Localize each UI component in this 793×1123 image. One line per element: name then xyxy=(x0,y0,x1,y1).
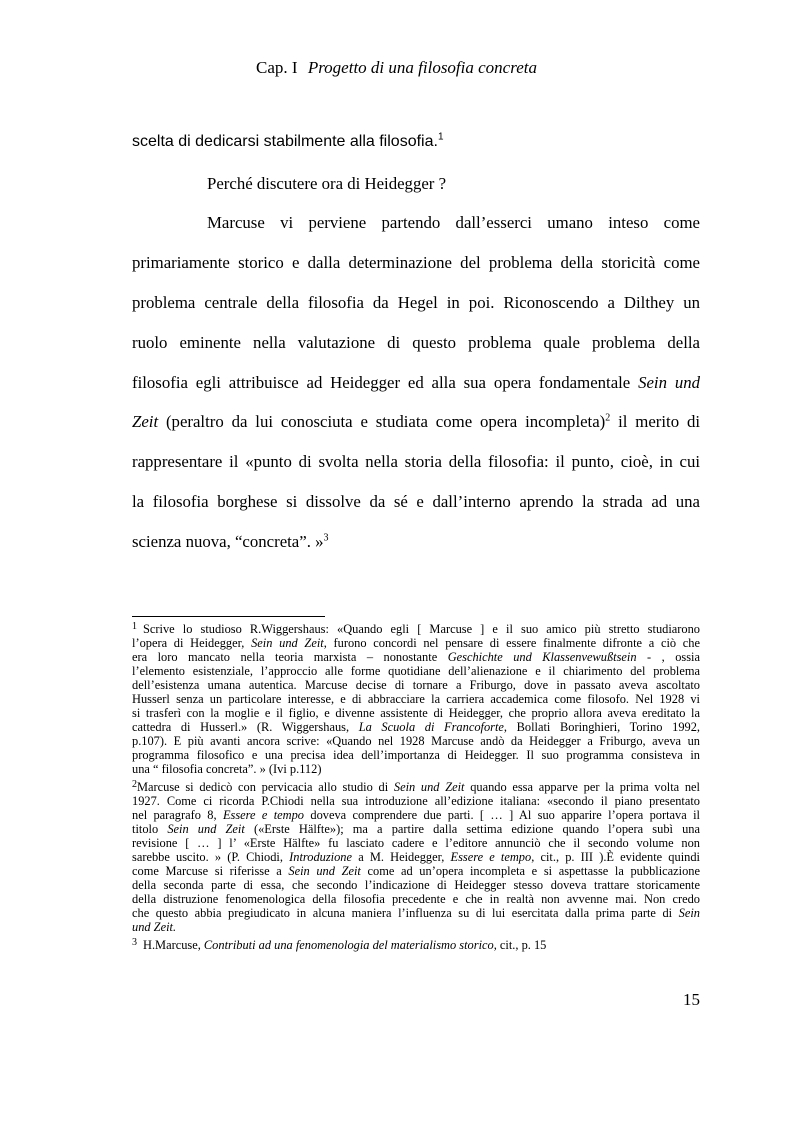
body-line-7: filosofia egli attribuisce ad Heidegger ed alla sua opera fondamentale Sein und xyxy=(132,373,700,392)
body-line-9: rappresentare il «punto di svolta nella storia della filosofia: il punto, cioè, in cui xyxy=(132,452,700,471)
footnote-1-line: cattedra di Husserl.» (R. Wiggershaus, La Scuola di Francoforte, Bollati Boringhieri, Torino 1992, xyxy=(132,720,700,734)
footnote-number: 1 xyxy=(132,621,137,632)
footnote-1-line: l’elemento esistenziale, l’approccio alle forme quotidiane dell’alienazione e il chiarimento del problema xyxy=(132,664,700,678)
body-line-3: Marcuse vi perviene partendo dall’esserci umano inteso come xyxy=(207,213,700,232)
body-line-8: Zeit (peraltro da lui conosciuta e studiata come opera incompleta)$^2$ il merito di xyxy=(132,412,701,431)
body-line-5: problema centrale della filosofia da Hegel in poi. Riconoscendo a Dilthey un xyxy=(132,293,700,312)
footnote-2-line: $^2$Marcuse si dedicò con pervicacia allo studio di Sein und Zeit quando essa apparve per la prima volta nel xyxy=(132,779,701,794)
footnote-number: 3 xyxy=(132,937,137,948)
body-line-4: primariamente storico e dalla determinazione del problema della storicità come xyxy=(132,253,700,272)
footnote-1-line: programma filosofico e una precisa idea dell’importanza di Heidegger. Il suo programma consisteva in xyxy=(132,748,700,762)
footnote-2-line: che questo abbia pregiudicato in alcuna maniera l’influenza su di lui esercitata dalla prima parte di Sein xyxy=(132,906,700,920)
footnote-2-line: sarebbe uscito. » (P. Chiodi, Introduzione a M. Heidegger, Essere e tempo, cit., p. III ).È evidente quindi xyxy=(132,850,700,864)
footnote-1-line: era loro mancato nella teoria marxista – nonostante Geschichte und Klassenvewußtsein - , ossia xyxy=(132,650,700,664)
chapter-title: Progetto di una filosofia concreta xyxy=(307,58,537,77)
running-header xyxy=(0,58,793,78)
page-number: 15 xyxy=(683,990,700,1009)
body-line-2: Perché discutere ora di Heidegger ? xyxy=(207,174,447,193)
footnote-1-line: p.107). E più avanti ancora scrive: «Quando nel 1928 Marcuse andò da Heidegger a Friburgo, aveva un xyxy=(132,734,700,748)
footnote-2-line: della distruzione fenomenologica della filosofia precedente e che in realtà non avvenne mai. Non credo xyxy=(132,892,700,906)
work-title: Sein und xyxy=(638,373,700,392)
footnote-1-line: $^1$ Scrive lo studioso R.Wiggershaus: «Quando egli [ Marcuse ] e il suo amico più stretto studiarono xyxy=(132,621,700,636)
footnote-2-line: come Marcuse si riferisse a Sein und Zeit come ad un’opera incompleta e si aspettasse la pubblicazione xyxy=(132,864,700,878)
footnote-separator xyxy=(132,616,325,617)
footnote-2-line: della seconda parte di essa, che secondo l’indicazione di Heidegger stesso doveva trattare storicamente xyxy=(132,878,700,892)
footnote-2-line: und Zeit. xyxy=(132,920,177,934)
work-title: Zeit xyxy=(132,412,159,431)
footnote-ref-2[interactable]: 2 xyxy=(605,412,611,424)
footnote-ref-1[interactable]: 1 xyxy=(437,131,444,143)
footnote-2-line: titolo Sein und Zeit («Erste Hälfte»); ma a partire dalla settima edizione quando l’opera subì una xyxy=(132,822,700,836)
footnote-1-line: Husserl senza un particolare interesse, e di abbracciare la carriera accademica come filosofo. Nel 1928 vi xyxy=(132,692,700,706)
footnote-2-line: 1927. Come ci ricorda P.Chiodi nella sua introduzione all’edizione italiana: «secondo il piano presentato xyxy=(132,794,700,808)
footnote-1-line: dell’esistenza umana autentica. Marcuse decise di tornare a Friburgo, dove in passato aveva ascoltato xyxy=(132,678,700,692)
footnote-number: 2 xyxy=(132,779,137,790)
body-line-6: ruolo eminente nella valutazione di questo problema quale problema della xyxy=(132,333,700,352)
body-line-10: la filosofia borghese si dissolve da sé e dall’interno aprendo la strada ad una xyxy=(132,492,700,511)
footnote-1-line: l’opera di Heidegger, Sein und Zeit, furono concordi nel pensare di essere finalmente difronte a ciò che xyxy=(132,636,700,650)
chapter-label: Cap. I xyxy=(256,58,298,77)
footnote-2-line: revisione [ … ] l’ «Erste Hälfte» fu lasciato cadere e l’editore annunciò che il secondo volume non xyxy=(132,836,700,850)
footnote-1-line: si trasferì con la moglie e il figlio, e divenne assistente di Heidegger, che proprio allora aveva ereditato la xyxy=(132,706,700,720)
body-line-11: scienza nuova, “concreta”. »$^3$ xyxy=(132,532,329,551)
footnote-1-line: una “ filosofia concreta”. » (Ivi p.112) xyxy=(132,762,322,776)
body-line-1: scelta di dedicarsi stabilmente alla filosofia.$^1$ xyxy=(132,131,444,150)
footnote-2-line: nel paragrafo 8, Essere e tempo doveva comprendere due parti. [ … ] Al suo apparire l’opera portava il xyxy=(132,808,700,822)
footnote-3-line: $^3$ H.Marcuse, Contributi ad una fenomenologia del materialismo storico, cit., p. 15 xyxy=(132,937,547,952)
footnote-ref-3[interactable]: 3 xyxy=(323,532,329,544)
